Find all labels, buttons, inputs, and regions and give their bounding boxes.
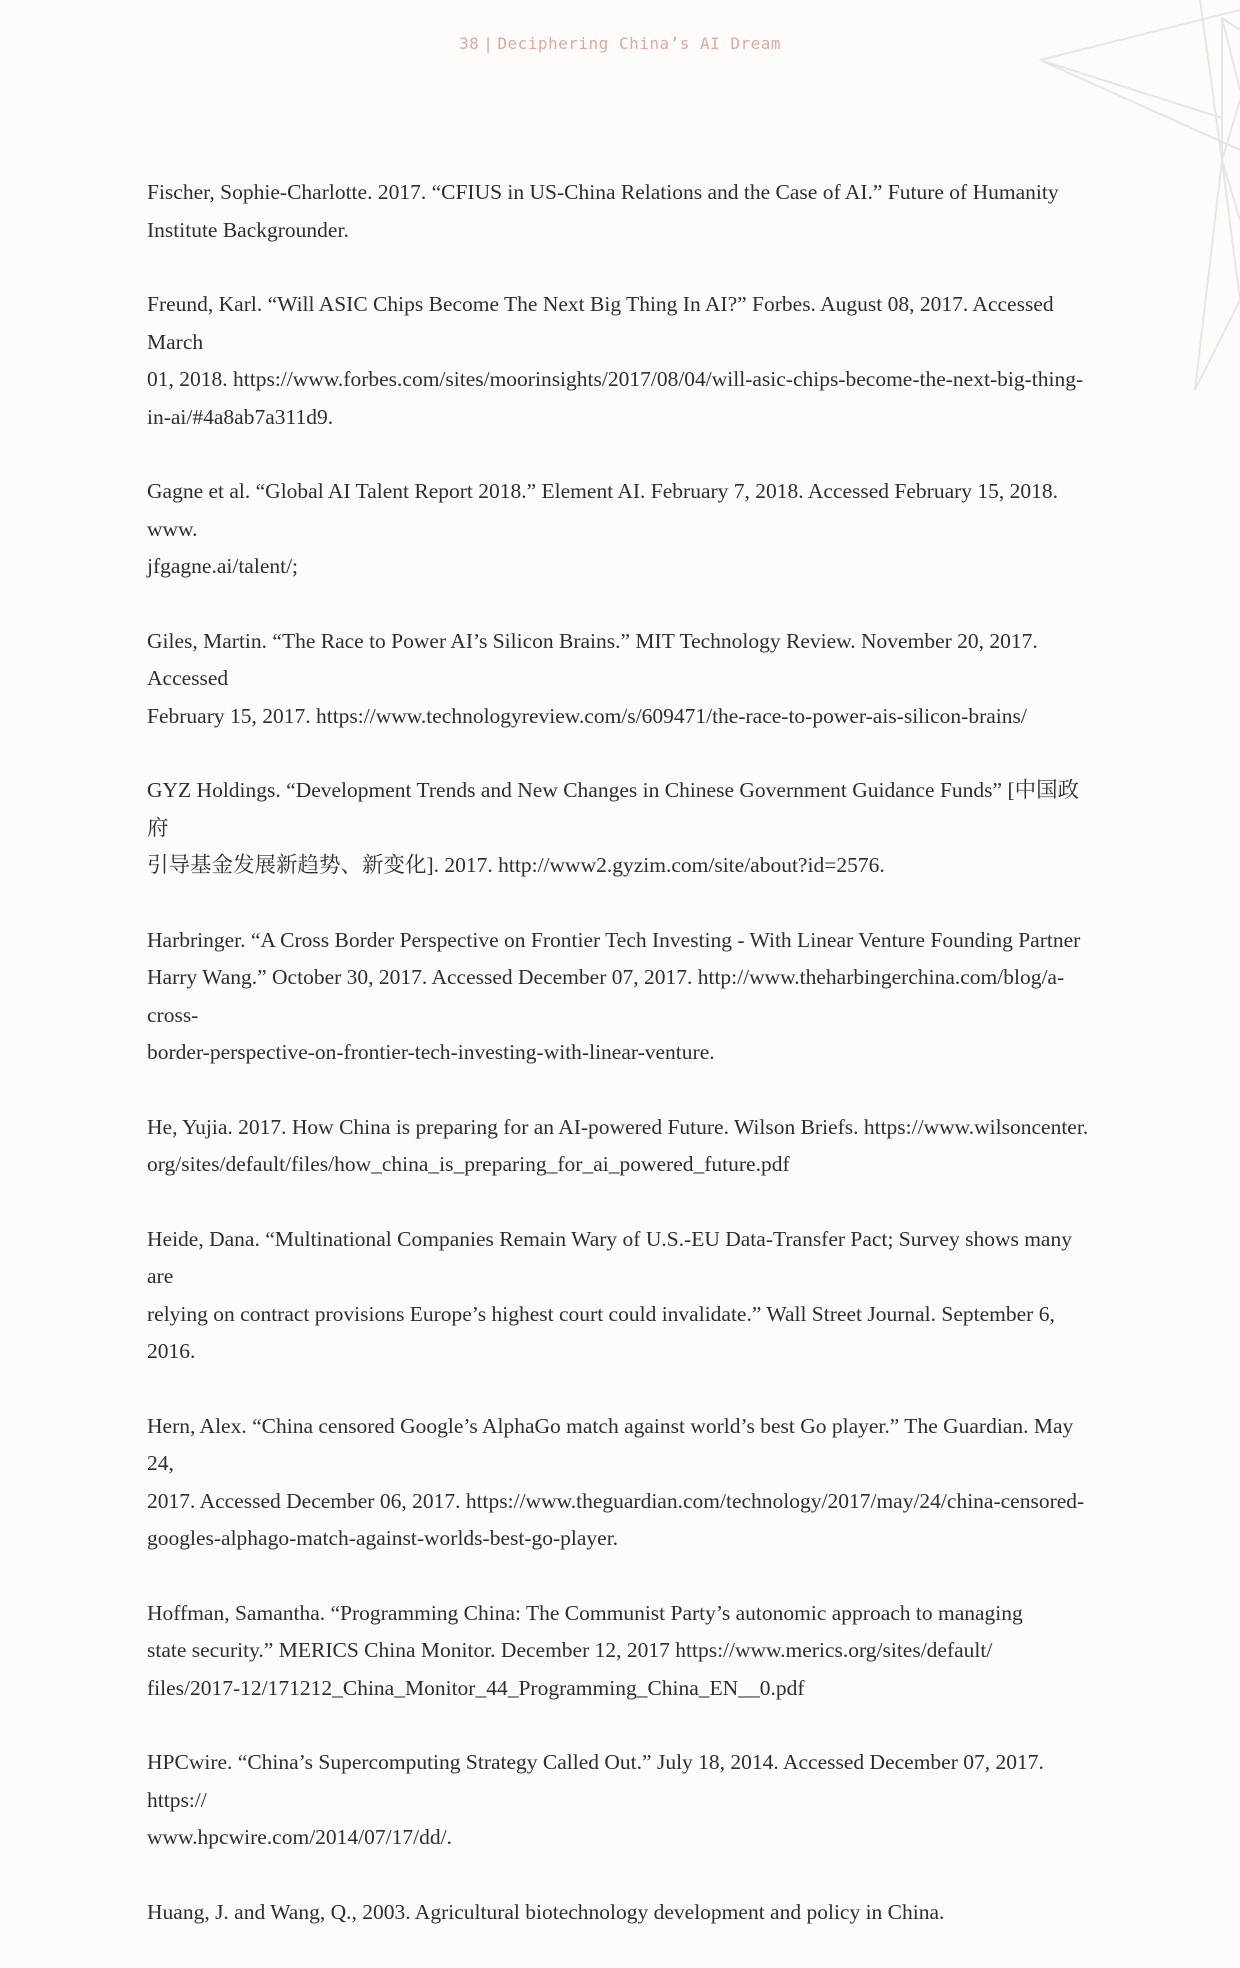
reference-line: in-ai/#4a8ab7a311d9. — [147, 404, 334, 429]
reference-line: Heide, Dana. “Multinational Companies Remain Wary of U.S.-EU Data-Transfer Pact; Survey shows many are — [147, 1226, 1072, 1288]
reference-line: Hoffman, Samantha. “Programming China: The Communist Party’s autonomic approach to managing — [147, 1600, 1023, 1625]
reference-entry — [147, 1595, 1092, 1708]
reference-entry — [147, 1894, 1092, 1932]
reference-line: Harry Wang.” October 30, 2017. Accessed December 07, 2017. http://www.theharbingerchina.com/blog/a-cross- — [147, 965, 1065, 1027]
reference-line: HPCwire. “China’s Supercomputing Strategy Called Out.” July 18, 2014. Accessed December 07, 2017. https:// — [147, 1750, 1044, 1812]
reference-line: 引导基金发展新趋势、新变化]. 2017. http://www2.gyzim.com/site/about?id=2576. — [147, 853, 885, 877]
reference-line: 01, 2018. https://www.forbes.com/sites/moorinsights/2017/08/04/will-asic-chips-become-the-next-big-thing- — [147, 367, 1084, 391]
header-separator: | — [483, 34, 494, 53]
reference-line: state security.” MERICS China Monitor. December 12, 2017 https://www.merics.org/sites/default/ — [147, 1638, 993, 1662]
reference-line: relying on contract provisions Europe’s highest court could invalidate.” Wall Street Journal. September 6, 2016. — [147, 1301, 1055, 1363]
reference-list — [147, 174, 1092, 1968]
reference-entry — [147, 1744, 1092, 1857]
reference-entry — [147, 1408, 1092, 1558]
reference-line: Huang, J. and Wang, Q., 2003. Agricultural biotechnology development and policy in China. — [147, 1899, 945, 1924]
reference-line: org/sites/default/files/how_china_is_preparing_for_ai_powered_future.pdf — [147, 1152, 790, 1176]
reference-line: Giles, Martin. “The Race to Power AI’s Silicon Brains.” MIT Technology Review. November 20, 2017. Accessed — [147, 628, 1038, 690]
reference-line: googles-alphago-match-against-worlds-best-go-player. — [147, 1526, 619, 1550]
reference-entry — [147, 1109, 1092, 1184]
reference-line: Hern, Alex. “China censored Google’s AlphaGo match against world’s best Go player.” The Guardian. May 24, — [147, 1413, 1074, 1475]
reference-entry — [147, 286, 1092, 436]
reference-line: Fischer, Sophie-Charlotte. 2017. “CFIUS in US-China Relations and the Case of AI.” Future of Humanity — [147, 180, 1059, 204]
reference-entry — [147, 473, 1092, 586]
reference-line: www.hpcwire.com/2014/07/17/dd/. — [147, 1825, 452, 1849]
reference-line: jfgagne.ai/talent/; — [147, 554, 299, 578]
reference-line: Gagne et al. “Global AI Talent Report 2018.” Element AI. February 7, 2018. Accessed February 15, 2018. www. — [147, 479, 1059, 541]
reference-entry — [147, 922, 1092, 1072]
page-number: 38 — [458, 34, 480, 53]
reference-line: 2017. Accessed December 06, 2017. https://www.theguardian.com/technology/2017/may/24/china-censored- — [147, 1488, 1085, 1513]
reference-entry — [147, 1221, 1092, 1371]
reference-entry — [147, 623, 1092, 736]
reference-entry — [147, 174, 1092, 249]
document-title: Deciphering China’s AI Dream — [497, 34, 782, 53]
reference-line: He, Yujia. 2017. How China is preparing for an AI-powered Future. Wilson Briefs. https://www.wilsoncenter. — [147, 1114, 1089, 1139]
reference-line: GYZ Holdings. “Development Trends and New Changes in Chinese Government Guidance Funds” [中国政府 — [147, 778, 1080, 840]
reference-line: February 15, 2017. https://www.technologyreview.com/s/609471/the-race-to-power-ais-silicon-brains/ — [147, 703, 1027, 728]
reference-line: Harbringer. “A Cross Border Perspective on Frontier Tech Investing - With Linear Venture Founding Partner — [147, 927, 1081, 952]
reference-line: Freund, Karl. “Will ASIC Chips Become The Next Big Thing In AI?” Forbes. August 08, 2017. Accessed March — [147, 292, 1054, 354]
reference-line: Institute Backgrounder. — [147, 217, 349, 242]
running-header — [0, 34, 1240, 53]
reference-line: border-perspective-on-frontier-tech-investing-with-linear-venture. — [147, 1040, 715, 1064]
reference-entry — [147, 772, 1092, 885]
reference-line: files/2017-12/171212_China_Monitor_44_Programming_China_EN__0.pdf — [147, 1675, 805, 1700]
